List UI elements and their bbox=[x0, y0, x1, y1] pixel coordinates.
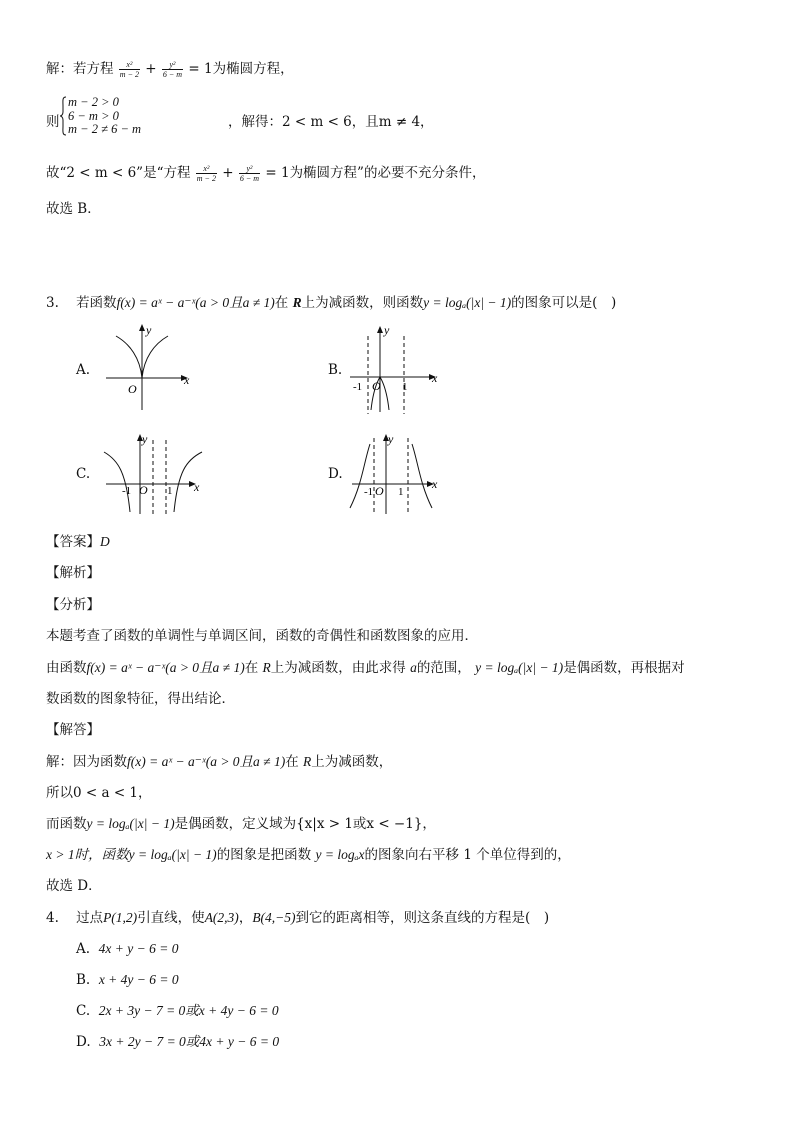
system-rows bbox=[68, 96, 141, 137]
text: 故“2 < m < 6”是“方程 bbox=[46, 165, 191, 181]
prev-solution-line-3 bbox=[46, 164, 485, 183]
text: 由函数 bbox=[46, 660, 87, 676]
jieda-tag: 【解答】 bbox=[46, 722, 100, 738]
text: ，解得：2 < m < 6，且m ≠ 4， bbox=[228, 114, 434, 130]
jieda-line-1 bbox=[46, 753, 392, 771]
option-c-graph[interactable] bbox=[100, 428, 210, 518]
choice-label: C. bbox=[76, 1003, 91, 1019]
origin-label: O bbox=[375, 484, 384, 498]
equals-one: = 1 bbox=[188, 61, 213, 77]
choice-text: 4x + y − 6 = 0 bbox=[98, 941, 179, 956]
choice-label: B. bbox=[76, 972, 91, 988]
option-d-label[interactable]: D. bbox=[328, 466, 343, 482]
choice-b[interactable] bbox=[76, 971, 179, 989]
text: 为椭圆方程， bbox=[212, 61, 294, 77]
text: ， bbox=[238, 910, 253, 926]
choice-text: x + 4y − 6 = 0 bbox=[98, 972, 179, 987]
equals-one: = 1 bbox=[265, 165, 290, 181]
formula: f(x) = aˣ − a⁻ˣ(a > 0且a ≠ 1) bbox=[86, 660, 245, 675]
set-R: R bbox=[262, 660, 271, 675]
axis-x-label: x bbox=[194, 480, 200, 494]
fraction bbox=[119, 60, 140, 79]
jieda-line-5: 故选 D． bbox=[46, 878, 102, 894]
denominator: 6 − m bbox=[239, 174, 260, 183]
choice-c[interactable] bbox=[76, 1002, 279, 1020]
denominator: m − 2 bbox=[196, 174, 216, 183]
denominator: m − 2 bbox=[119, 70, 139, 79]
point-A: A(2,3) bbox=[204, 910, 239, 925]
question-number: 4. bbox=[46, 910, 59, 926]
fraction bbox=[196, 164, 217, 183]
origin-label: O bbox=[372, 379, 381, 393]
set-R: R bbox=[303, 754, 312, 769]
answer-value: D bbox=[100, 534, 110, 549]
text: 是偶函数，定义域为{x|x > 1或x < −1}， bbox=[174, 816, 436, 832]
formula: f(x) = aˣ − a⁻ˣ(a > 0且a ≠ 1) bbox=[116, 295, 275, 310]
text: 而函数 bbox=[46, 816, 87, 832]
tick-neg1: -1 bbox=[353, 381, 363, 393]
text: 上为减函数，则函数 bbox=[301, 295, 424, 311]
text: 上为减函数， bbox=[311, 754, 393, 770]
formula: y = logₐ(|x| − 1) bbox=[475, 660, 564, 675]
choice-text: 3x + 2y − 7 = 0或4x + y − 6 = 0 bbox=[99, 1034, 280, 1049]
jieda-line-3 bbox=[46, 815, 436, 833]
answer-tag: 【答案】 bbox=[46, 534, 100, 550]
text: 在 bbox=[274, 295, 289, 311]
text: 解：因为函数 bbox=[46, 754, 127, 770]
axis-y-label: y bbox=[388, 432, 394, 446]
text: 的图象向右平移 1 个单位得到的， bbox=[364, 847, 571, 863]
choice-a[interactable] bbox=[76, 940, 178, 958]
option-c-label[interactable]: C. bbox=[76, 466, 91, 482]
text: 的图象是把函数 bbox=[216, 847, 312, 863]
text: 则 bbox=[46, 114, 60, 130]
axis-y-label: y bbox=[146, 323, 152, 337]
axis-x-label: x bbox=[432, 371, 438, 385]
point-P: P(1,2) bbox=[103, 910, 138, 925]
fraction bbox=[239, 164, 260, 183]
numerator: x² bbox=[119, 60, 140, 70]
fraction bbox=[162, 60, 183, 79]
option-b-label[interactable]: B. bbox=[328, 362, 343, 378]
numerator: y² bbox=[239, 164, 260, 174]
fenxi-line-3: 数函数的图象特征，得出结论． bbox=[46, 691, 235, 707]
option-a-label[interactable]: A. bbox=[76, 362, 91, 378]
choice-label: D. bbox=[76, 1034, 91, 1050]
text: x > 1时，函数 bbox=[46, 847, 129, 862]
numerator: x² bbox=[196, 164, 217, 174]
axis-x-label: x bbox=[432, 477, 438, 491]
formula: y = logₐx bbox=[315, 847, 365, 862]
tick-neg1: -1 bbox=[364, 486, 374, 498]
system-row: m − 2 ≠ 6 − m bbox=[68, 122, 142, 136]
axis-y-label: y bbox=[142, 432, 148, 446]
choice-d[interactable] bbox=[76, 1033, 279, 1051]
text: 的范围， bbox=[416, 660, 471, 676]
question-number: 3. bbox=[46, 295, 59, 311]
analysis-tag: 【解析】 bbox=[46, 565, 100, 581]
jieda-line-4 bbox=[46, 846, 571, 864]
plus: + bbox=[145, 61, 157, 77]
tick-1: 1 bbox=[167, 485, 173, 497]
text: 若函数 bbox=[76, 295, 117, 311]
jieda-line-2: 所以0 < a < 1， bbox=[46, 785, 152, 801]
point-B: B(4,−5) bbox=[252, 910, 296, 925]
variable-a: a bbox=[410, 660, 417, 675]
text: 引直线，使 bbox=[137, 910, 205, 926]
denominator: 6 − m bbox=[162, 70, 183, 79]
tick-1: 1 bbox=[402, 381, 408, 393]
fenxi-line-2 bbox=[46, 659, 685, 677]
origin-label: O bbox=[128, 382, 137, 396]
set-R: R bbox=[292, 295, 302, 310]
text: 在 bbox=[244, 660, 259, 676]
option-b-graph[interactable] bbox=[346, 322, 446, 416]
text: 到它的距离相等，则这条直线的方程是( ) bbox=[295, 910, 550, 926]
prev-solution-line-4: 故选 B． bbox=[46, 201, 101, 217]
text: 过点 bbox=[76, 910, 104, 926]
text: 的图象可以是( ) bbox=[511, 295, 617, 311]
choice-text: 2x + 3y − 7 = 0或x + 4y − 6 = 0 bbox=[98, 1003, 279, 1018]
text: 在 bbox=[285, 754, 299, 770]
origin-label: O bbox=[139, 483, 148, 497]
tick-neg1: -1 bbox=[122, 485, 132, 497]
tick-1: 1 bbox=[398, 486, 404, 498]
formula: y = logₐ(|x| − 1) bbox=[128, 847, 217, 862]
choice-label: A. bbox=[76, 941, 91, 957]
fenxi-line-1: 本题考查了函数的单调性与单调区间，函数的奇偶性和函数图象的应用． bbox=[46, 628, 478, 644]
numerator: y² bbox=[162, 60, 183, 70]
axis-x-label: x bbox=[184, 373, 190, 387]
formula: f(x) = aˣ − a⁻ˣ(a > 0且a ≠ 1) bbox=[127, 754, 286, 769]
plus: + bbox=[222, 165, 234, 181]
answer-line bbox=[46, 533, 110, 551]
option-a-graph[interactable] bbox=[100, 322, 196, 414]
q4-stem bbox=[46, 909, 549, 927]
text: 上为减函数，由此求得 bbox=[270, 660, 406, 676]
formula: y = logₐ(|x| − 1) bbox=[423, 295, 512, 310]
text: 是偶函数，再根据对 bbox=[563, 660, 685, 676]
text: 为椭圆方程”的必要不充分条件， bbox=[289, 165, 486, 181]
text: 解：若方程 bbox=[46, 61, 114, 77]
system-row: m − 2 > 0 bbox=[68, 95, 119, 109]
system-row: 6 − m > 0 bbox=[68, 108, 119, 123]
formula: y = logₐ(|x| − 1) bbox=[86, 816, 175, 831]
fenxi-tag: 【分析】 bbox=[46, 597, 100, 613]
axis-y-label: y bbox=[384, 323, 390, 337]
q3-stem bbox=[46, 294, 616, 312]
brace-icon bbox=[59, 96, 67, 136]
prev-solution-line-1 bbox=[46, 60, 294, 79]
option-d-graph[interactable] bbox=[346, 428, 446, 518]
